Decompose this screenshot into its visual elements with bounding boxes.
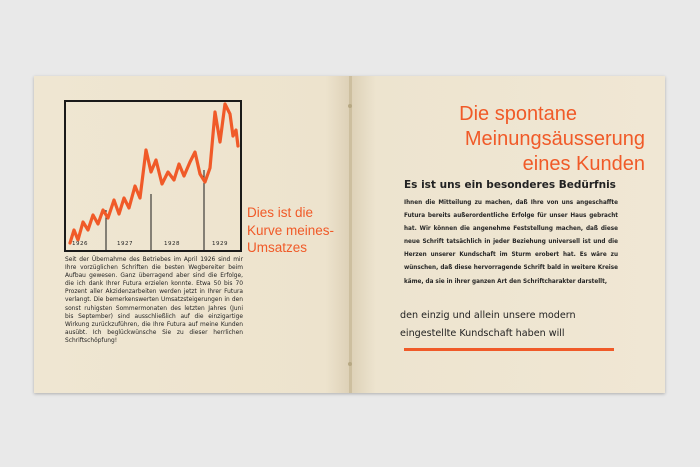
binding-stitch [348,362,352,366]
intro-line: Es ist uns ein besonderes Bedürfnis [404,179,616,191]
headline-line: eines Kunden [522,153,645,175]
closing-line: eingestellte Kundschaft haben will [400,327,565,339]
headline-line: Meinungsäusserung [464,128,645,150]
year-label-1927: 1927 [117,241,133,247]
year-label-1928: 1928 [164,241,180,247]
chart-caption-line: Umsatzes [247,240,308,255]
chart-caption [247,204,357,257]
year-label-1929: 1929 [212,241,228,247]
chart-caption-line: Kurve meines- [247,222,335,238]
page-headline [459,102,645,177]
chart-caption-line: Dies ist die [247,205,314,220]
headline-line: Die spontane [459,103,577,125]
revenue-curve [70,104,238,243]
revenue-chart [64,100,242,252]
closing-line: den einzig und allein unsere modern [400,310,576,321]
closing-text [400,307,618,342]
accent-rule [404,348,614,351]
left-body-text: Seit der Übernahme des Betriebes im April 1926 sind mir Ihre vorzüglichen Schriften die besten Wegbereiter beim Aufbau gewesen. Ganz überragend aber sind die Erfolge, die ich dank Ihrer Futura erzielen konnte. Etwa 50 bis 70 Prozent aller Akzidenzarbeiten werden jetzt in Ihrer Futura verlangt. Die bemerkenswerten Umsatzsteigerungen in den sonst ruhigsten Sommermonaten des letzten Jahres (Juni bis September) sind ausschließlich auf die einzigartige Wirkung zurückzuführen, die Ihre Futura auf meine Kunden ausübt. Ich beglückwünsche Sie zu dieser herrlichen Schriftschöpfung! [65,257,243,344]
right-body-text: Ihnen die Mitteilung zu machen, daß Ihre von uns angeschaffte Futura bereits außerordentliche Erfolge für unser Haus gebracht hat. Wir können die angenehme Feststellung machen, daß diese neue Schrift tatsächlich in jeder Beziehung universell ist und die Herzen unserer Kundschaft im Sturm erobert hat. Es wäre zu wünschen, daß diese hervorragende Schrift bald in weitere Kreise käme, da sie in ihrer ganzen Art den Schriftcharakter darstellt, [404,200,618,285]
revenue-chart-svg [66,102,240,250]
year-label-1926: 1926 [72,241,88,247]
binding-stitch [348,104,352,108]
